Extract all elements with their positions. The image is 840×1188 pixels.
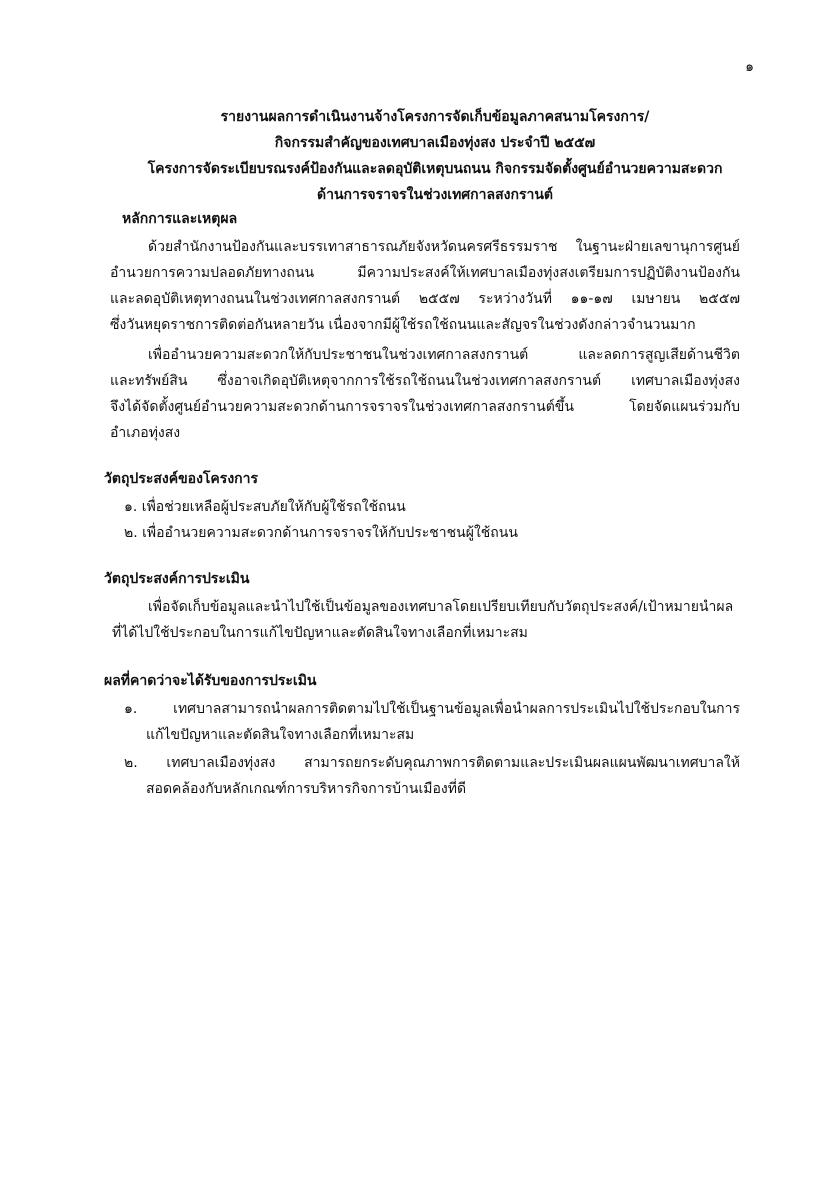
rationale-line: เพื่ออำนวยความสะดวกให้กับประชาชนในช่วงเทศกาลสงกรานต์ และลดการสูญเสียด้านชีวิต	[148, 347, 740, 363]
expected-item: ๒. เทศบาลเมืองทุ่งสง สามารถยกระดับคุณภาพการติดตามและประเมินผลแผนพัฒนาเทศบาลให้	[124, 755, 740, 771]
title-line-2: กิจกรรมสำคัญของเทศบาลเมืองทุ่งสง ประจำปี ๒๕๕๗	[274, 135, 596, 151]
title-line-4: ด้านการจราจรในช่วงเทศกาลสงกรานต์	[316, 187, 553, 203]
expected-item-cont: สอดคล้องกับหลักเกณฑ์การบริหารกิจการบ้านเมืองที่ดี	[146, 781, 467, 797]
title-line-3: โครงการจัดระเบียบรณรงค์ป้องกันและลดอุบัติเหตุบนถนน กิจกรรมจัดตั้งศูนย์อำนวยความสะดวก	[147, 161, 723, 177]
heading-rationale: หลักการและเหตุผล	[122, 211, 238, 227]
objective-item: ๒. เพื่ออำนวยความสะดวกด้านการจราจรให้กับประชาชนผู้ใช้ถนน	[124, 525, 518, 541]
page-number: ๑	[745, 59, 754, 75]
title-line-1: รายงานผลการดำเนินงานจ้างโครงการจัดเก็บข้อมูลภาคสนามโครงการ/	[220, 109, 650, 125]
report-title	[110, 104, 760, 208]
expected-item-cont: แก้ไขปัญหาและตัดสินใจทางเลือกที่เหมาะสม	[146, 727, 415, 743]
eval-line: ที่ได้ไปใช้ประกอบในการแก้ไขปัญหาและตัดสินใจทางเลือกที่เหมาะสม	[112, 625, 528, 641]
rationale-line: อำเภอทุ่งสง	[110, 425, 181, 441]
heading-eval-objectives: วัตถุประสงค์การประเมิน	[104, 571, 250, 587]
rationale-line: และทรัพย์สิน ซึ่งอาจเกิดอุบัติเหตุจากการใช้รถใช้ถนนในช่วงเทศกาลสงกรานต์ เทศบาลเมืองทุ่งสง	[110, 373, 740, 389]
rationale-line: จึงได้จัดตั้งศูนย์อำนวยความสะดวกด้านการจราจรในช่วงเทศกาลสงกรานต์ขึ้น โดยจัดแผนร่วมกับ	[110, 399, 740, 415]
heading-objectives: วัตถุประสงค์ของโครงการ	[104, 471, 259, 487]
eval-line: เพื่อจัดเก็บข้อมูลและนำไปใช้เป็นข้อมูลของเทศบาลโดยเปรียบเทียบกับวัตถุประสงค์/เป้าหมายนำผล	[148, 599, 734, 615]
rationale-line: อำนวยการความปลอดภัยทางถนน มีความประสงค์ให้เทศบาลเมืองทุ่งสงเตรียมการปฏิบัติงานป้องกัน	[110, 265, 740, 281]
objective-item: ๑. เพื่อช่วยเหลือผู้ประสบภัยให้กับผู้ใช้รถใช้ถนน	[124, 499, 406, 515]
rationale-line: และลดอุบัติเหตุทางถนนในช่วงเทศกาลสงกรานต์ ๒๕๕๗ ระหว่างวันที่ ๑๑-๑๗ เมษายน ๒๕๕๗	[110, 291, 740, 307]
heading-expected: ผลที่คาดว่าจะได้รับของการประเมิน	[104, 673, 317, 689]
expected-item: ๑. เทศบาลสามารถนำผลการติดตามไปใช้เป็นฐานข้อมูลเพื่อนำผลการประเมินไปใช้ประกอบในการ	[124, 701, 740, 717]
rationale-line: ซึ่งวันหยุดราชการติดต่อกันหลายวัน เนื่องจากมีผู้ใช้รถใช้ถนนและสัญจรในช่วงดังกล่าวจำนวนมาก	[110, 317, 696, 333]
rationale-line: ด้วยสำนักงานป้องกันและบรรเทาสาธารณภัยจังหวัดนครศรีธรรมราช ในฐานะฝ่ายเลขานุการศูนย์	[148, 239, 740, 255]
